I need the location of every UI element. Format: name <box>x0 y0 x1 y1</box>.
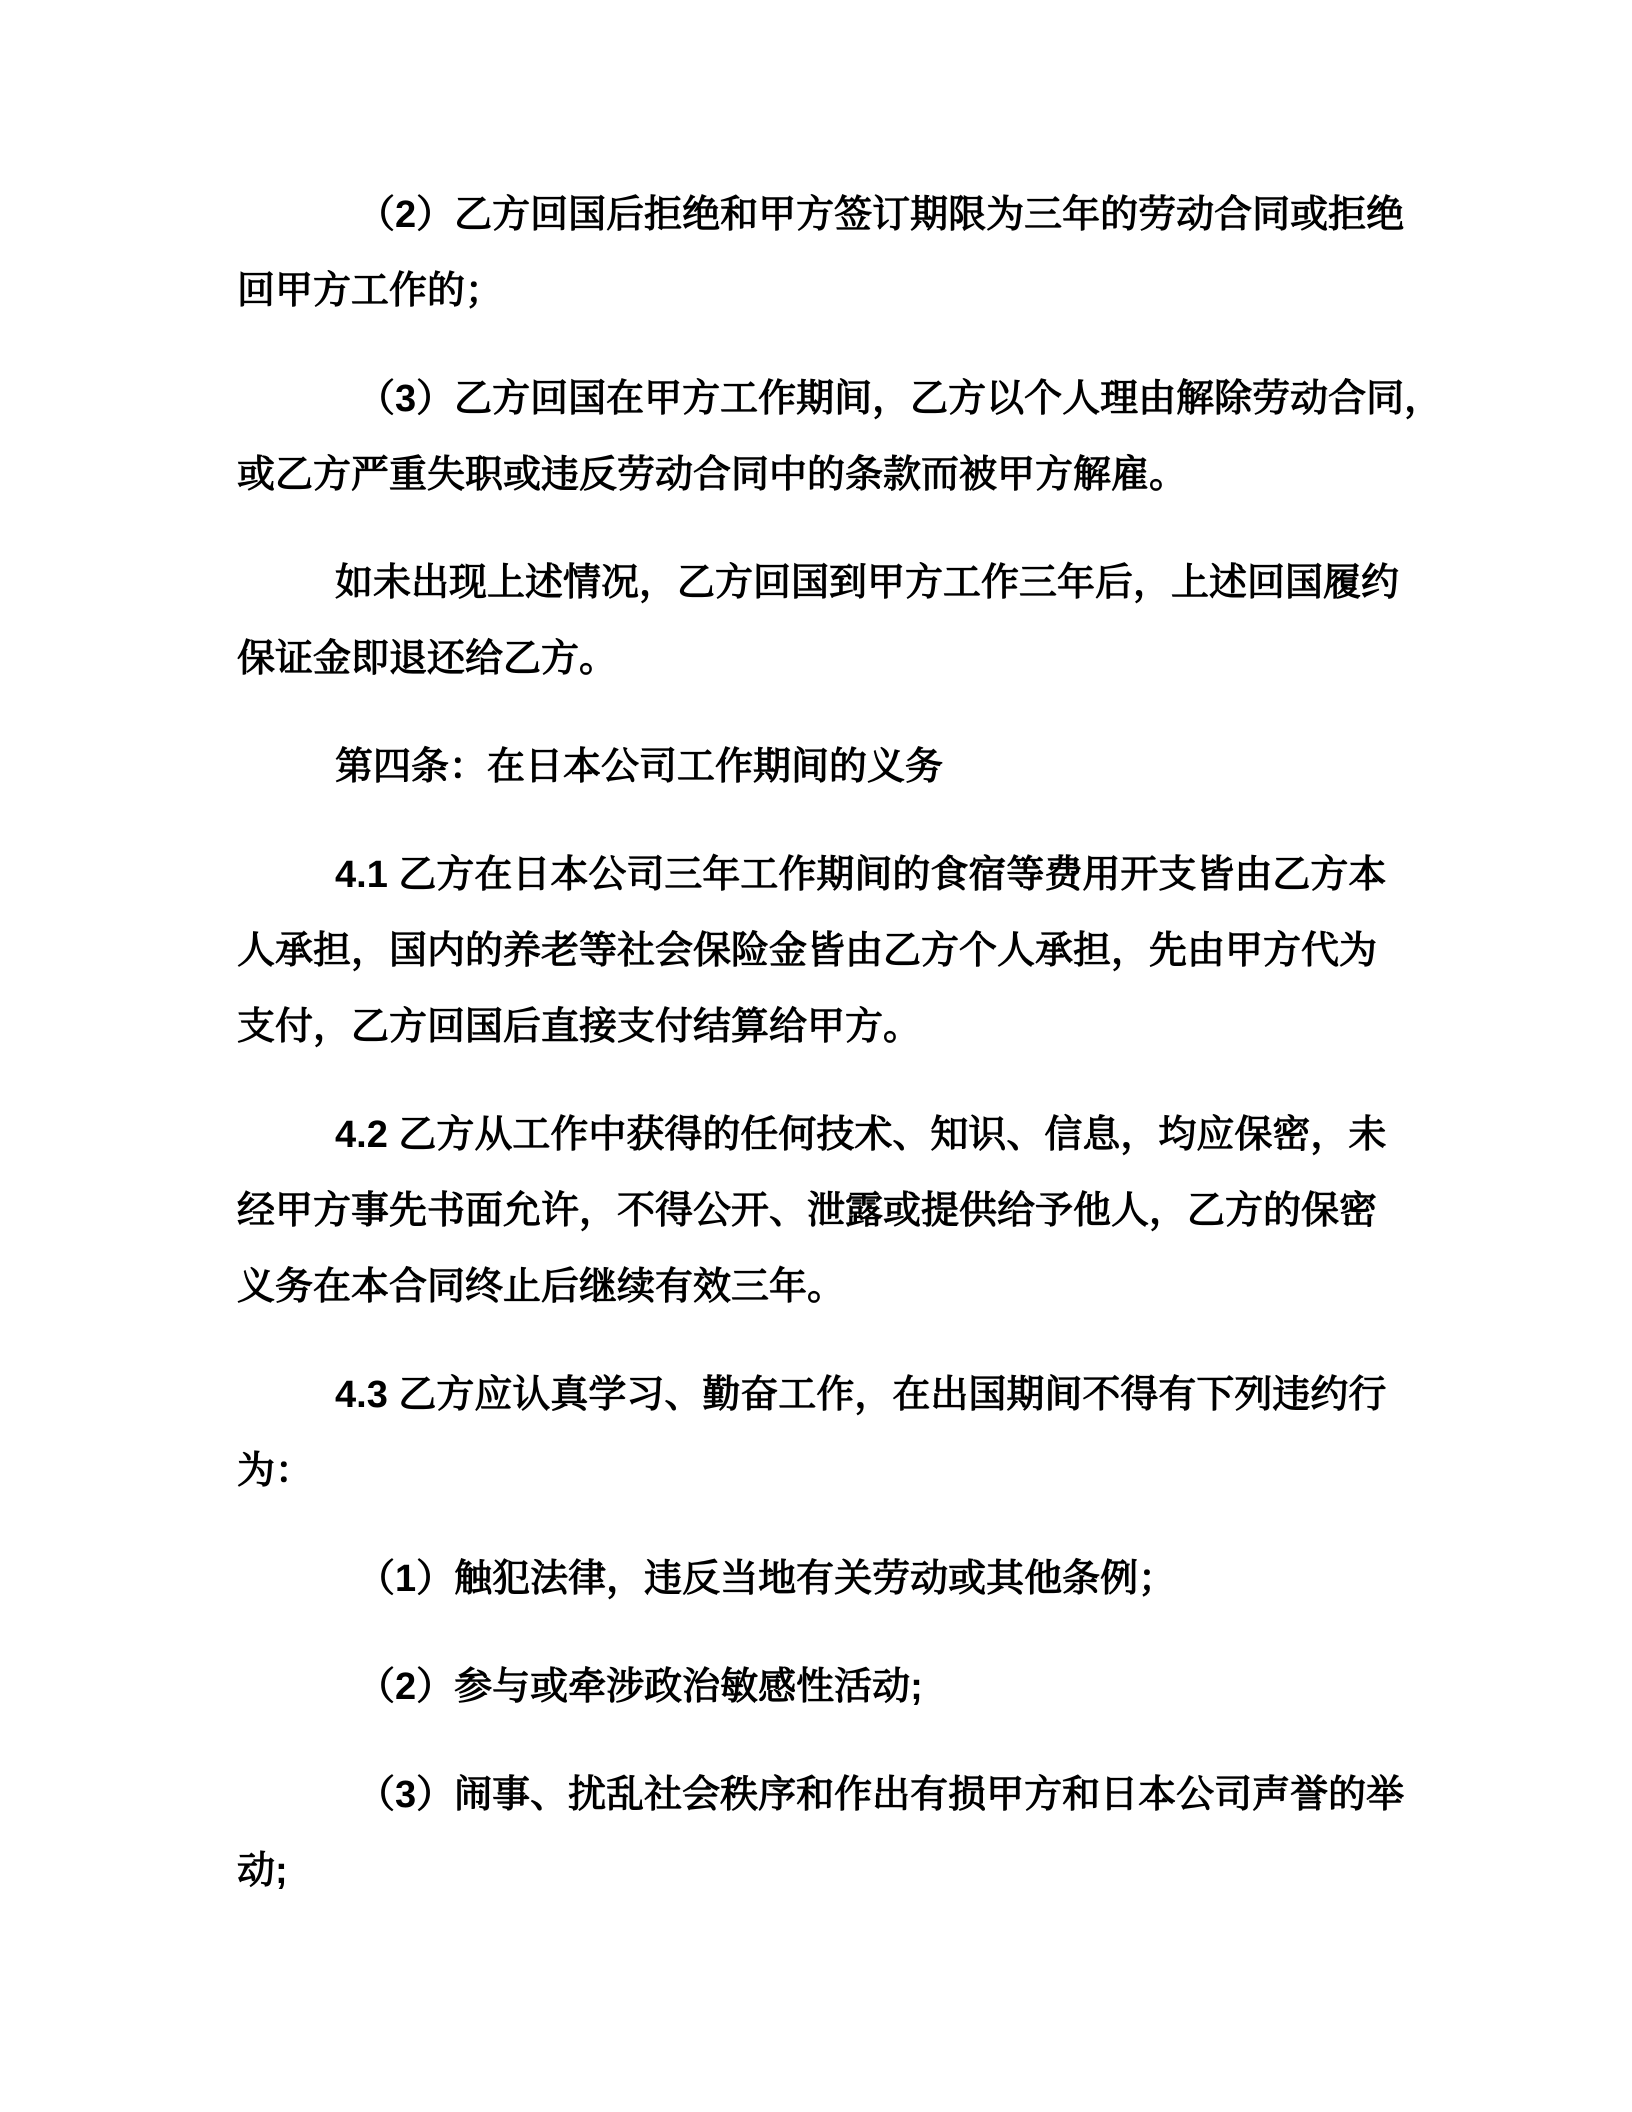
paragraph-clause-4-2 <box>237 1097 1397 1325</box>
paragraph-violation-item-3 <box>237 1757 1405 1909</box>
paragraph-line: 4.2 乙方从工作中获得的任何技术、知识、信息，均应保密，未 <box>335 1114 1387 1156</box>
paragraph-line: 回甲方工作的； <box>237 270 504 312</box>
paragraph-line: 经甲方事先书面允许，不得公开、泄露或提供给予他人，乙方的保密 <box>237 1190 1378 1232</box>
paragraph-line: （2）参与或牵涉政治敏感性活动; <box>357 1666 923 1708</box>
paragraph-violation-item-1 <box>237 1541 1397 1617</box>
paragraph-line: 动; <box>237 1850 288 1892</box>
paragraph-line: （2）乙方回国后拒绝和甲方签订期限为三年的劳动合同或拒绝 <box>357 194 1405 236</box>
paragraph-line: （3）闹事、扰乱社会秩序和作出有损甲方和日本公司声誉的举 <box>357 1774 1405 1816</box>
paragraph-line: 4.3 乙方应认真学习、勤奋工作，在出国期间不得有下列违约行 <box>335 1374 1387 1416</box>
paragraph-line: 义务在本合同终止后继续有效三年。 <box>237 1266 846 1308</box>
paragraph-line: （1）触犯法律，违反当地有关劳动或其他条例； <box>357 1558 1177 1600</box>
paragraph-line: 第四条：在日本公司工作期间的义务 <box>335 746 944 788</box>
paragraph-line: 4.1 乙方在日本公司三年工作期间的食宿等费用开支皆由乙方本 <box>335 854 1387 896</box>
paragraph-line: 如未出现上述情况，乙方回国到甲方工作三年后，上述回国履约 <box>335 562 1400 604</box>
paragraph-violation-item-2 <box>237 1649 1397 1725</box>
contract-text-block <box>237 177 1443 1909</box>
paragraph-clause-4-1 <box>237 837 1397 1065</box>
paragraph-line: 为： <box>237 1450 314 1492</box>
paragraph-clause-4-3 <box>237 1357 1397 1509</box>
paragraph-line: （3）乙方回国在甲方工作期间，乙方以个人理由解除劳动合同， <box>357 378 1443 420</box>
paragraph-refund-clause <box>237 545 1400 697</box>
paragraph-item-3 <box>237 361 1443 513</box>
paragraph-article-4-heading <box>237 729 1397 805</box>
paragraph-line: 支付，乙方回国后直接支付结算给甲方。 <box>237 1006 922 1048</box>
paragraph-item-2 <box>237 177 1405 329</box>
paragraph-line: 人承担，国内的养老等社会保险金皆由乙方个人承担，先由甲方代为 <box>237 930 1378 972</box>
paragraph-line: 或乙方严重失职或违反劳动合同中的条款而被甲方解雇。 <box>237 454 1188 496</box>
paragraph-line: 保证金即退还给乙方。 <box>237 638 618 680</box>
